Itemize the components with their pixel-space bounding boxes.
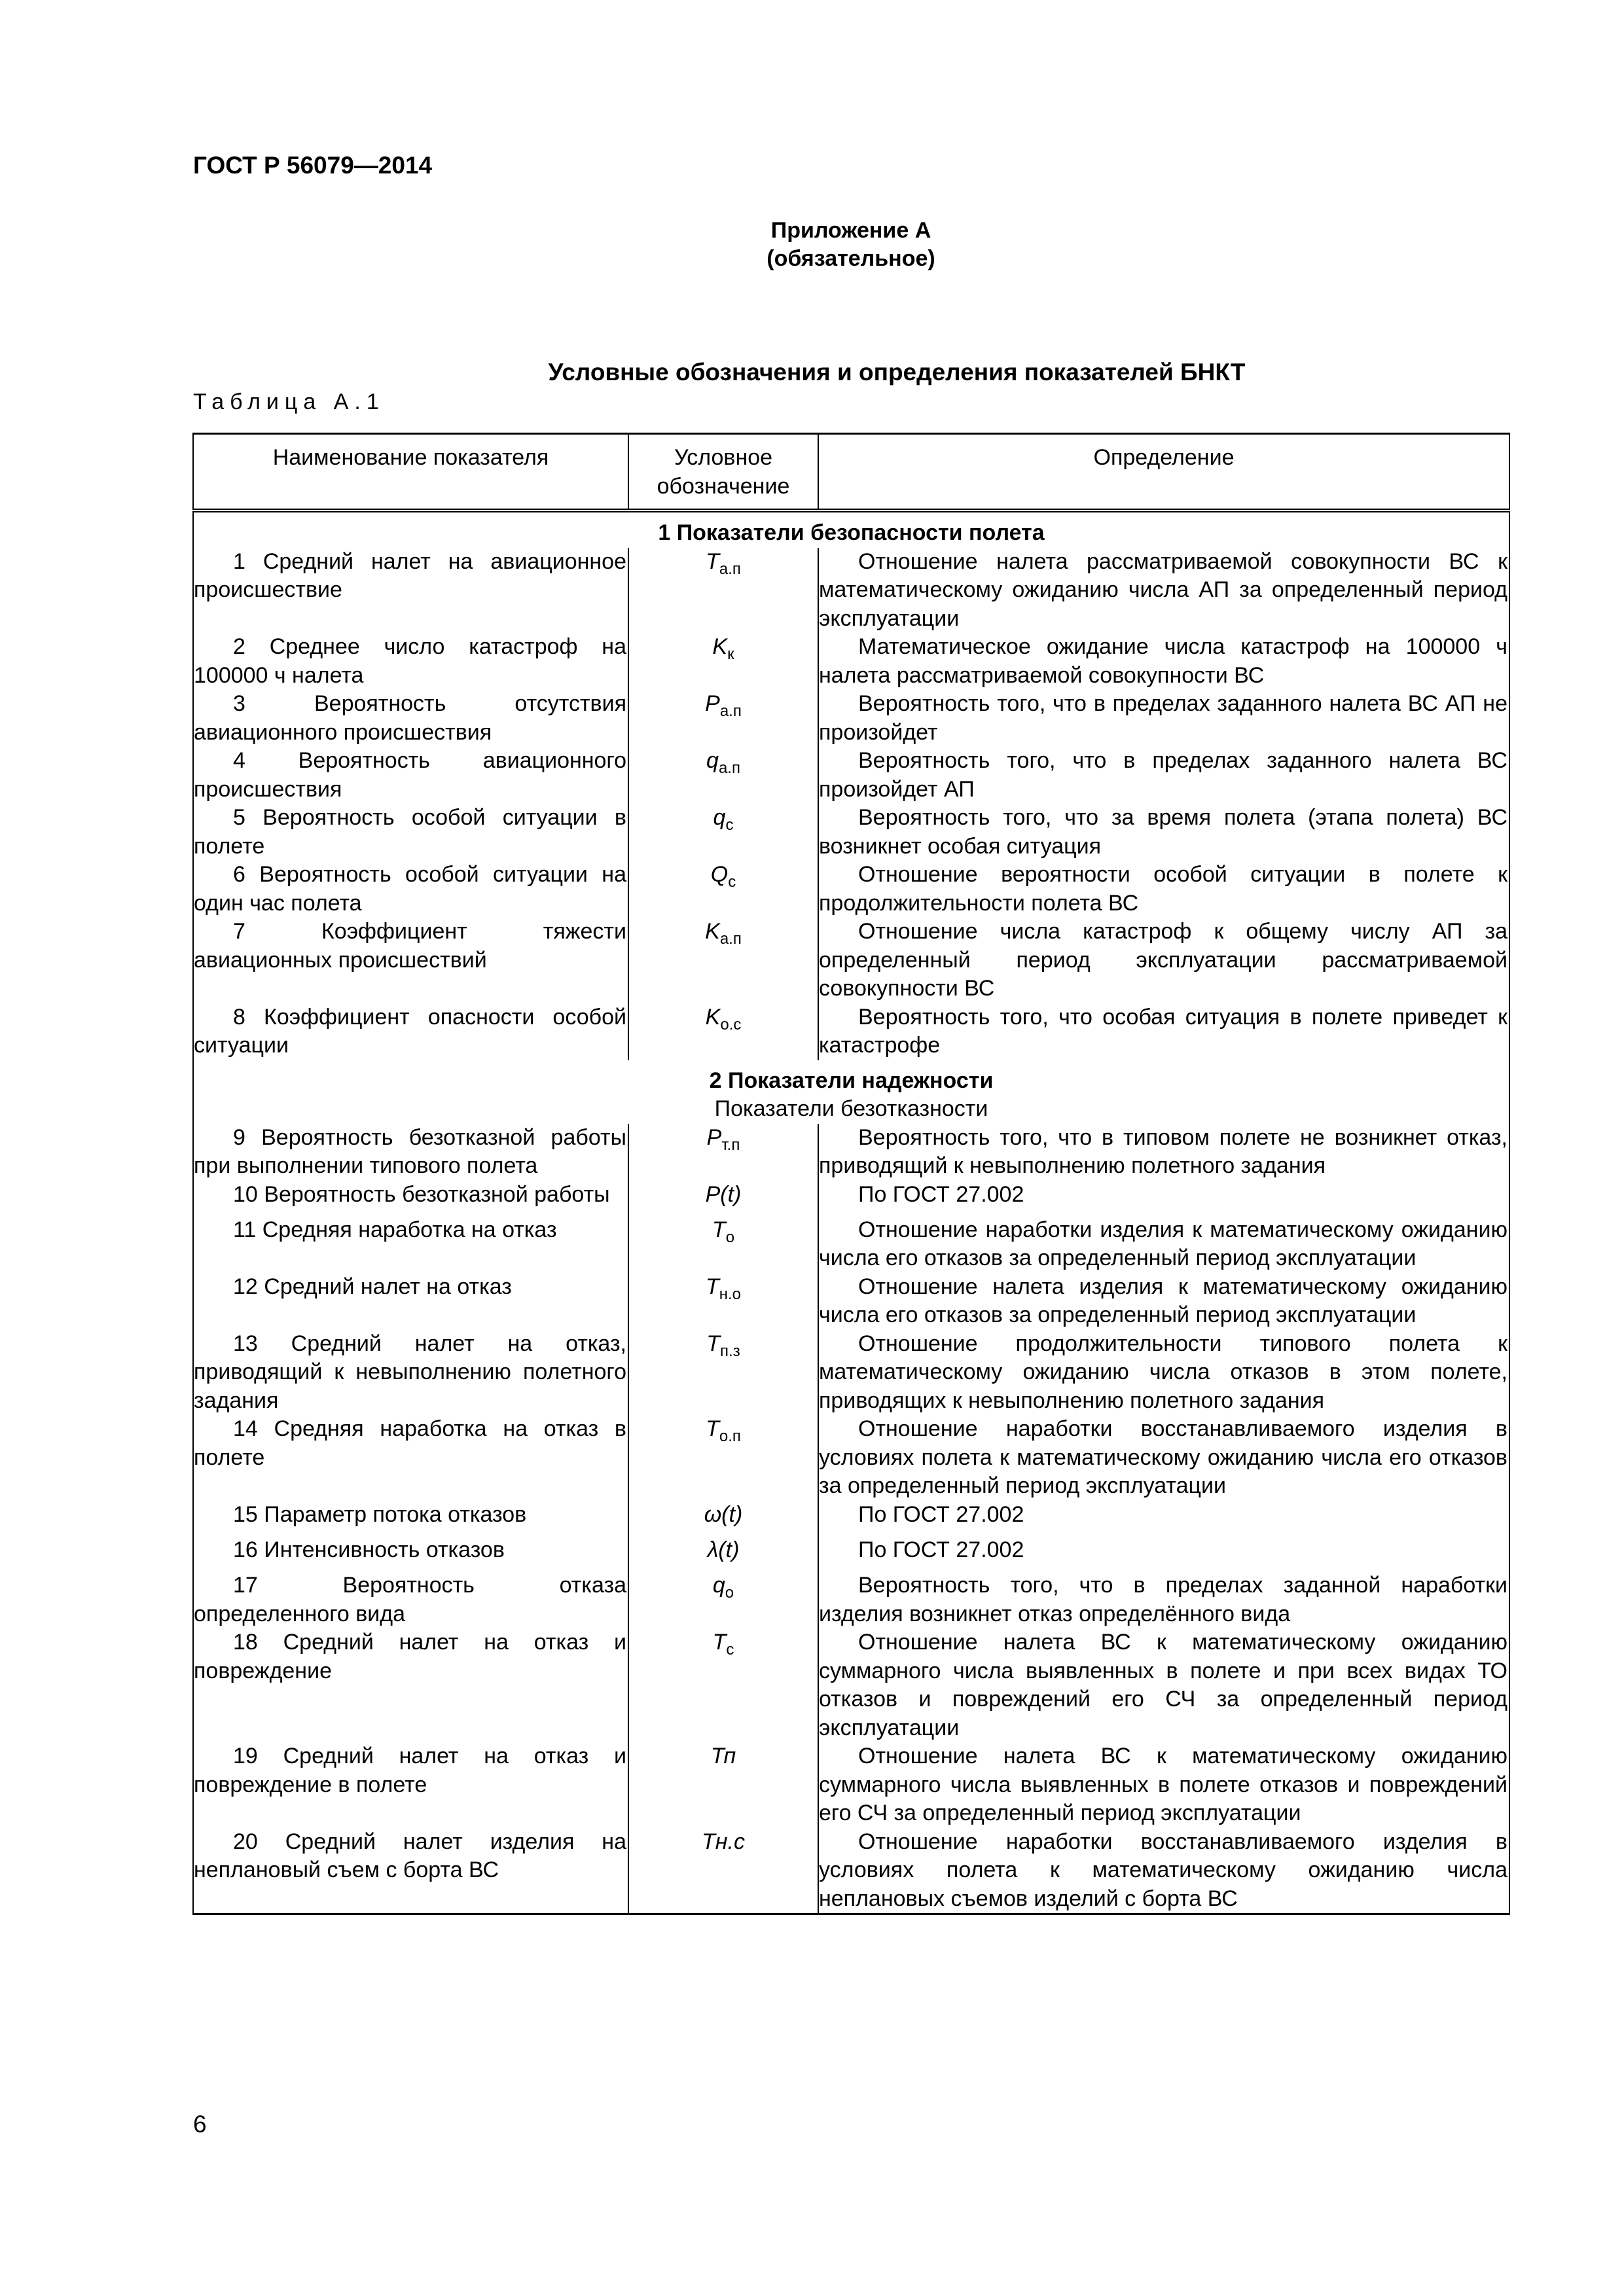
section-subtitle: Показатели безотказности <box>714 1096 988 1121</box>
section-row <box>193 511 1509 548</box>
indicators-table <box>192 433 1510 1915</box>
table-body <box>193 511 1509 1914</box>
symbol-base: T <box>706 1331 721 1356</box>
symbol-subscript: к <box>727 645 734 663</box>
document-header: ГОСТ Р 56079—2014 <box>193 152 433 179</box>
indicator-symbol <box>628 690 818 747</box>
indicator-name: 13 Средний налет на отказ, приводящий к невыполнению полетного задания <box>194 1331 626 1413</box>
symbol-subscript: а.п <box>719 929 742 948</box>
symbol-subscript: о.п <box>719 1427 741 1446</box>
symbol-subscript: а.п <box>719 560 741 578</box>
table-row <box>193 861 1509 918</box>
indicator-definition: Вероятность того, что в пределах заданного налета ВС произойдет АП <box>819 748 1507 802</box>
table-row <box>193 747 1509 804</box>
table-row <box>193 1330 1509 1416</box>
indicator-name: 8 Коэффициент опасности особой ситуации <box>194 1004 626 1058</box>
table-row <box>193 633 1509 690</box>
indicator-definition: По ГОСТ 27.002 <box>858 1501 1024 1527</box>
indicator-symbol <box>628 1124 818 1181</box>
indicator-name: 3 Вероятность отсутствия авиационного происшествия <box>194 691 626 745</box>
indicator-name: 1 Средний налет на авиационное происшествие <box>194 548 626 602</box>
table-row <box>193 1003 1509 1060</box>
table-row <box>193 1628 1509 1742</box>
symbol-base: K <box>705 1004 721 1030</box>
indicator-symbol <box>628 1330 818 1416</box>
indicator-definition: Отношение налета ВС к математическому ожиданию суммарного числа выявленных в полете и при всех видах ТО отказов и повреждений его СЧ за определенный период эксплуатации <box>819 1630 1507 1740</box>
table-row <box>193 690 1509 747</box>
symbol-subscript: н.о <box>719 1285 742 1303</box>
symbol-base: λ(t) <box>707 1537 740 1563</box>
indicator-definition: Вероятность того, что в пределах заданного налета ВС АП не произойдет <box>819 691 1507 745</box>
indicator-name: 6 Вероятность особой ситуации на один час полета <box>194 862 626 916</box>
table-row <box>193 1415 1509 1501</box>
symbol-subscript: т.п <box>721 1136 740 1154</box>
indicator-symbol <box>628 1216 818 1273</box>
indicator-definition: Отношение налета рассматриваемой совокупности ВС к математическому ожиданию числа АП за определенный период эксплуатации <box>819 548 1507 631</box>
indicator-symbol <box>628 1828 818 1914</box>
symbol-base: Тп <box>710 1744 736 1769</box>
indicator-definition: По ГОСТ 27.002 <box>858 1181 1024 1207</box>
indicator-name: 12 Средний налет на отказ <box>233 1274 512 1299</box>
indicator-name: 10 Вероятность безотказной работы <box>233 1181 610 1207</box>
symbol-base: q <box>712 1573 725 1598</box>
appendix-title: Приложение А <box>770 218 931 243</box>
indicator-definition: Вероятность того, что в типовом полете не возникнет отказ, приводящий к невыполнению полетного задания <box>819 1124 1507 1178</box>
table-row <box>193 1124 1509 1181</box>
indicator-symbol <box>628 861 818 918</box>
symbol-subscript: о <box>725 1228 735 1246</box>
symbol-base: ω(t) <box>704 1501 743 1527</box>
indicator-symbol <box>628 804 818 861</box>
indicator-name: 14 Средняя наработка на отказ в полете <box>194 1416 626 1470</box>
indicator-symbol <box>628 1742 818 1828</box>
symbol-base: P <box>706 1124 722 1150</box>
symbol-base: q <box>706 748 719 773</box>
table-title: Условные обозначения и определения показателей БНКТ <box>548 359 1246 386</box>
symbol-base: P(t) <box>705 1181 742 1207</box>
table-header-row <box>193 434 1509 511</box>
indicator-name: 18 Средний налет на отказ и повреждение <box>194 1630 626 1683</box>
section-row <box>193 1060 1509 1124</box>
table-row <box>193 918 1509 1003</box>
indicator-name: 20 Средний налет изделия на неплановый съем с борта ВС <box>194 1829 626 1883</box>
column-header-name: Наименование показателя <box>193 434 628 511</box>
indicator-symbol <box>628 1571 818 1628</box>
symbol-base: P <box>705 691 720 716</box>
indicator-symbol <box>628 1501 818 1536</box>
indicator-definition: Отношение вероятности особой ситуации в полете к продолжительности полета ВС <box>819 862 1507 916</box>
indicator-symbol <box>628 548 818 634</box>
indicator-definition: Отношение наработки восстанавливаемого изделия в условиях полета к математическому ожиданию числа неплановых съемов изделий с борта ВС <box>819 1829 1507 1911</box>
indicator-symbol <box>628 747 818 804</box>
symbol-base: Тн.с <box>702 1829 745 1854</box>
table-row <box>193 1216 1509 1273</box>
indicator-definition: Отношение продолжительности типового полета к математическому ожиданию числа отказов в этом полете, приводящих к невыполнению полетного задания <box>819 1331 1507 1413</box>
symbol-base: T <box>712 1217 726 1242</box>
symbol-subscript: о.с <box>720 1015 742 1033</box>
symbol-subscript: а.п <box>718 759 740 777</box>
indicator-name: 15 Параметр потока отказов <box>233 1501 527 1527</box>
indicator-name: 16 Интенсивность отказов <box>233 1537 505 1563</box>
indicator-definition: Математическое ожидание числа катастроф на 100000 ч налета рассматриваемой совокупности ВС <box>819 634 1507 688</box>
symbol-base: Q <box>710 862 729 887</box>
symbol-base: T <box>712 1630 727 1655</box>
table-label: Таблица А.1 <box>193 389 385 414</box>
indicator-symbol <box>628 1536 818 1571</box>
indicator-symbol <box>628 1273 818 1330</box>
column-header-symbol: Условное обозначение <box>628 434 818 511</box>
indicator-definition: Отношение налета ВС к математическому ожиданию суммарного числа выявленных в полете отказов и повреждений его СЧ за определенный период эксплуатации <box>819 1744 1507 1826</box>
symbol-subscript: с <box>728 872 736 891</box>
symbol-subscript: п.з <box>720 1342 740 1360</box>
indicator-symbol <box>628 1415 818 1501</box>
indicator-definition: По ГОСТ 27.002 <box>858 1537 1024 1563</box>
indicator-definition: Отношение числа катастроф к общему числу АП за определенный период эксплуатации рассматриваемой совокупности ВС <box>819 919 1507 1001</box>
symbol-base: T <box>706 1416 719 1442</box>
indicator-definition: Отношение наработки восстанавливаемого изделия в условиях полета к математическому ожиданию числа его отказов за определенный период эксплуатации <box>819 1416 1507 1499</box>
indicator-name: 19 Средний налет на отказ и повреждение в полете <box>194 1744 626 1797</box>
table-row <box>193 1273 1509 1330</box>
table-row <box>193 548 1509 634</box>
indicator-definition: Вероятность того, что за время полета (этапа полета) ВС возникнет особая ситуация <box>819 805 1507 859</box>
symbol-base: q <box>713 805 726 830</box>
symbol-base: K <box>705 919 720 944</box>
indicator-symbol <box>628 1628 818 1742</box>
indicator-definition: Вероятность того, что особая ситуация в полете приведет к катастрофе <box>819 1004 1507 1058</box>
table-row <box>193 1536 1509 1571</box>
table-row <box>193 1181 1509 1216</box>
appendix-status: (обязательное) <box>767 246 935 271</box>
indicator-definition: Вероятность того, что в пределах заданной наработки изделия возникнет отказ определённого вида <box>819 1573 1507 1626</box>
indicator-name: 2 Среднее число катастроф на 100000 ч налета <box>194 634 626 688</box>
indicator-symbol <box>628 633 818 690</box>
symbol-subscript: с <box>725 816 734 834</box>
indicator-name: 5 Вероятность особой ситуации в полете <box>194 805 626 859</box>
table-row <box>193 1501 1509 1536</box>
table-row <box>193 804 1509 861</box>
symbol-base: T <box>705 1274 719 1299</box>
indicator-name: 9 Вероятность безотказной работы при выполнении типового полета <box>194 1124 626 1178</box>
indicator-name: 4 Вероятность авиационного происшествия <box>194 748 626 802</box>
symbol-subscript: с <box>726 1641 734 1659</box>
section-title: 2 Показатели надежности <box>709 1067 994 1093</box>
symbol-subscript: о <box>725 1584 734 1602</box>
symbol-subscript: а.п <box>719 702 742 720</box>
table-row <box>193 1742 1509 1828</box>
indicator-symbol <box>628 1181 818 1216</box>
page-number: 6 <box>193 2111 207 2138</box>
indicator-name: 7 Коэффициент тяжести авиационных происшествий <box>194 919 626 973</box>
indicator-definition: Отношение налета изделия к математическому ожиданию числа его отказов за определенный период эксплуатации <box>819 1274 1507 1328</box>
indicator-name: 17 Вероятность отказа определенного вида <box>194 1573 626 1626</box>
symbol-base: T <box>706 548 719 574</box>
table-row <box>193 1828 1509 1914</box>
indicator-name: 11 Средняя наработка на отказ <box>233 1217 557 1242</box>
symbol-base: K <box>712 634 728 659</box>
indicator-definition: Отношение наработки изделия к математическому ожиданию числа его отказов за определенный период эксплуатации <box>819 1217 1507 1271</box>
indicator-symbol <box>628 918 818 1003</box>
column-header-definition: Определение <box>818 434 1509 511</box>
indicator-symbol <box>628 1003 818 1060</box>
section-title: 1 Показатели безопасности полета <box>658 520 1045 545</box>
table-row <box>193 1571 1509 1628</box>
